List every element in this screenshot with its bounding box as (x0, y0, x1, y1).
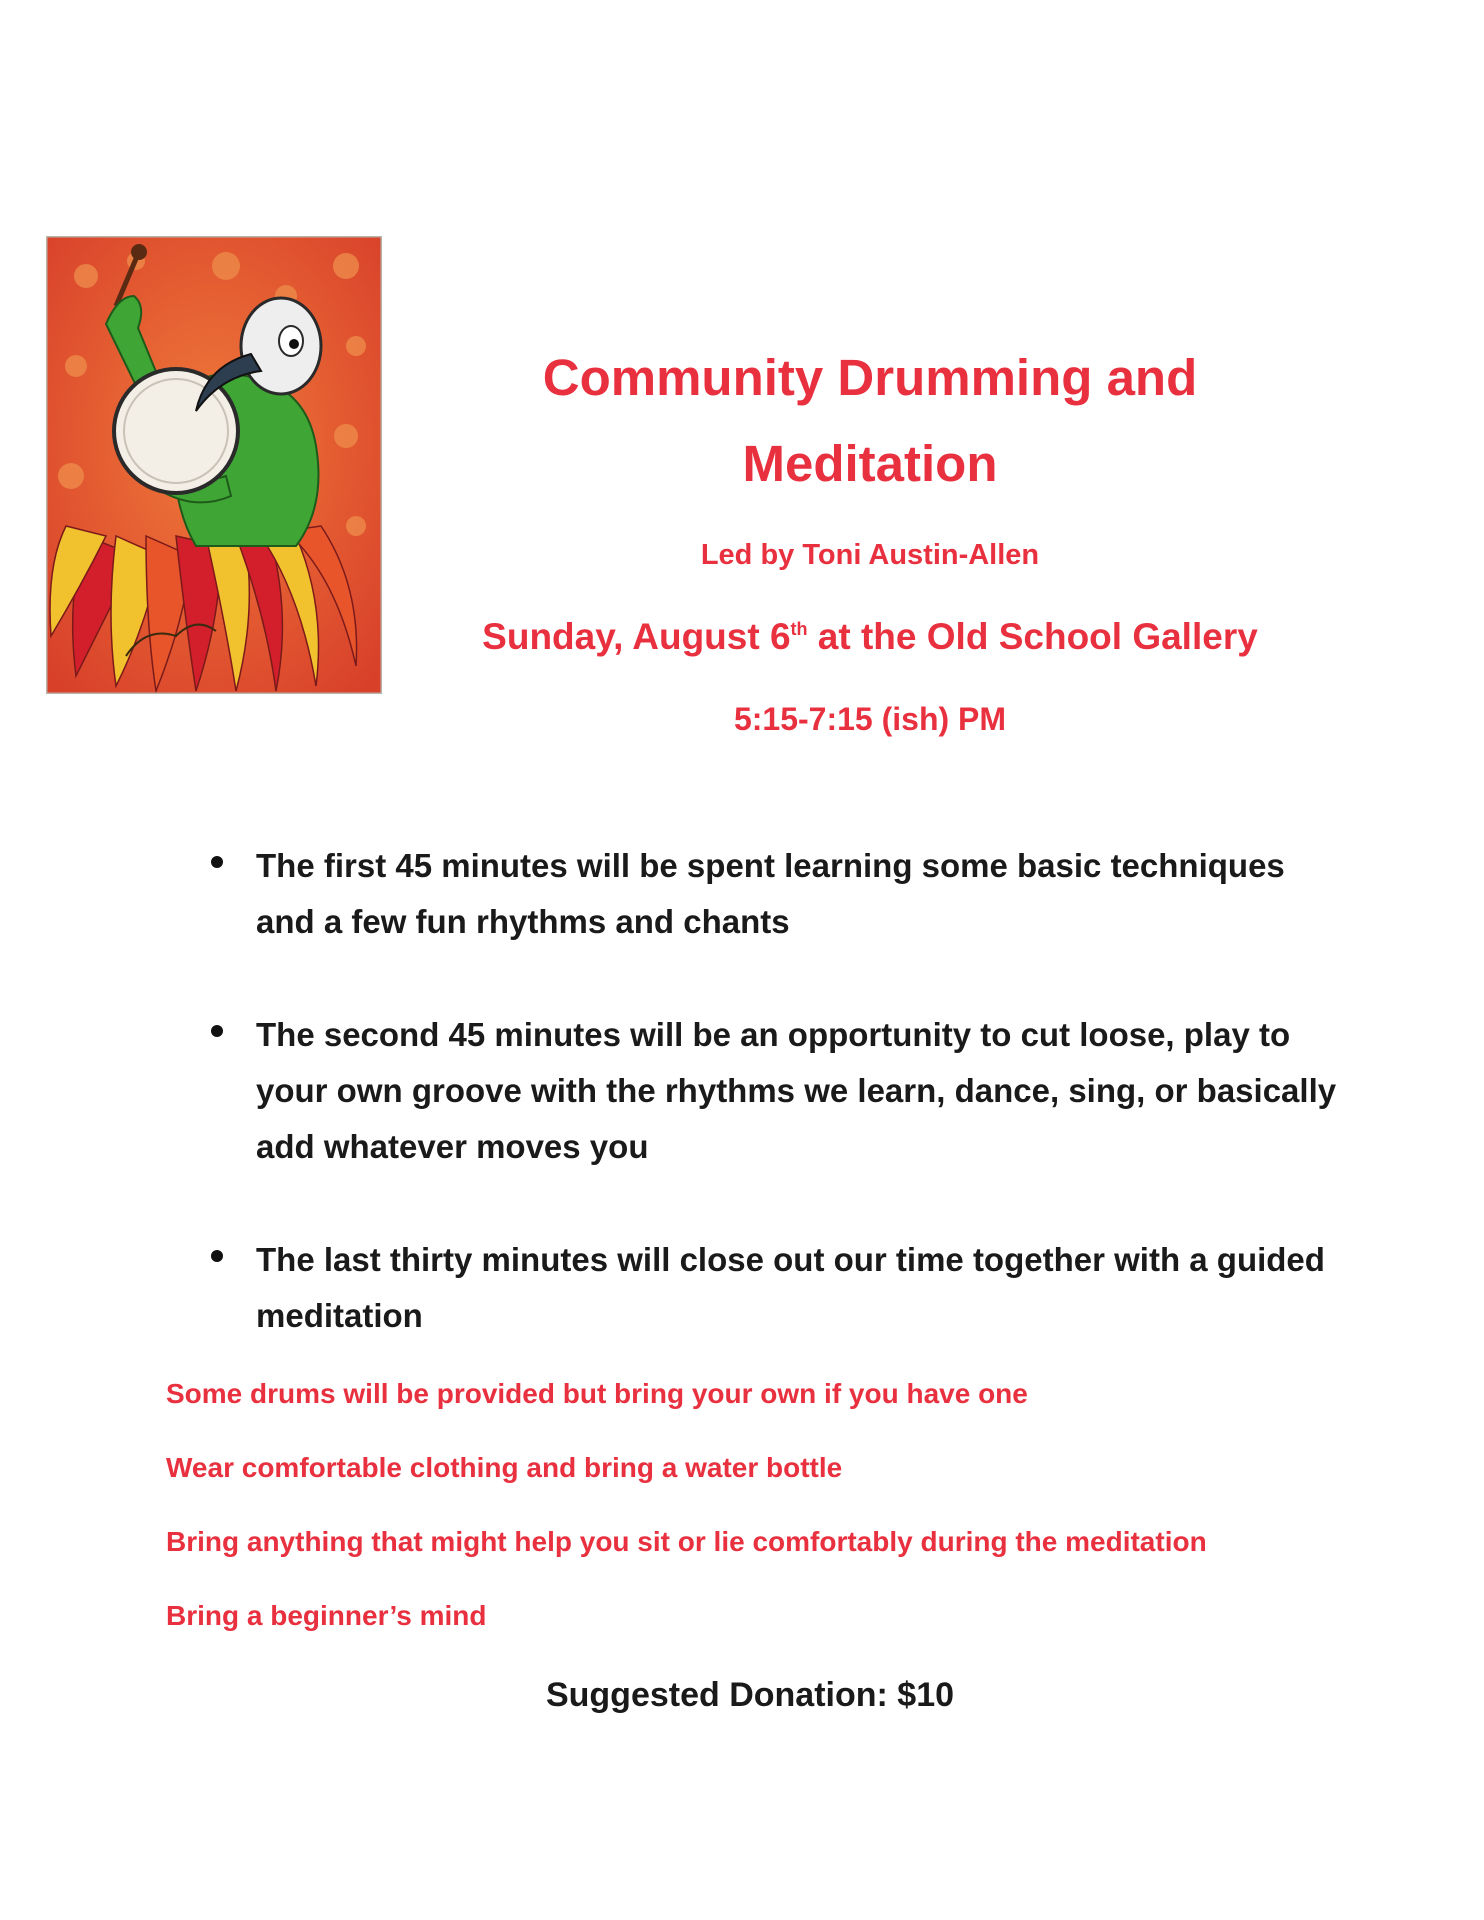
event-time: 5:15-7:15 (ish) PM (733, 701, 1007, 737)
bullet-icon (211, 1250, 223, 1262)
schedule-item-text: The second 45 minutes will be an opportunity to cut loose, play to your own groove with the rhythms we learn, dance, sing, or basically add whatever moves you (256, 1016, 1337, 1165)
note-mindset: Bring a beginner’s mind (166, 1600, 487, 1631)
note-drums: Some drums will be provided but bring your own if you have one (166, 1378, 1028, 1409)
bullet-icon (211, 856, 223, 868)
event-title-line-2: Meditation (742, 435, 998, 492)
bullet-icon (211, 1025, 223, 1037)
schedule-item-text: The first 45 minutes will be spent learning some basic techniques and a few fun rhythms and chants (256, 847, 1285, 940)
schedule-item-text: The last thirty minutes will close out our time together with a guided meditation (256, 1241, 1325, 1334)
event-date-prefix: Sunday, August 6 (482, 616, 791, 657)
note-clothing: Wear comfortable clothing and bring a water bottle (166, 1452, 843, 1483)
event-leader: Led by Toni Austin-Allen (700, 539, 1040, 571)
event-title-line-1: Community Drumming and (542, 349, 1198, 406)
event-date-ordinal: th (790, 619, 808, 639)
drummer-bird-icon (46, 236, 382, 694)
drummer-bird-painting (46, 236, 382, 694)
event-date (440, 618, 1300, 655)
note-comfort: Bring anything that might help you sit or lie comfortably during the meditation (166, 1526, 1207, 1557)
suggested-donation: Suggested Donation: $10 (545, 1676, 955, 1714)
event-date-venue: at the Old School Gallery (807, 616, 1258, 657)
